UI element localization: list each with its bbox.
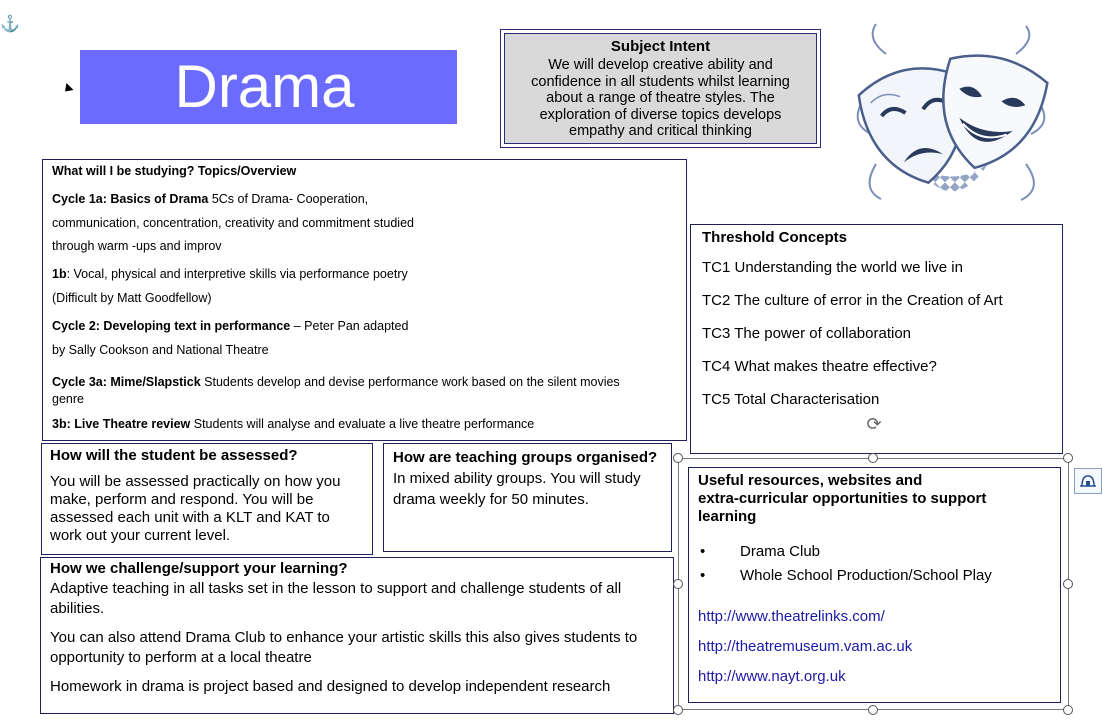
subject-intent-box	[500, 29, 821, 148]
study-overview-box	[42, 159, 687, 441]
groups-text: In mixed ability groups. You will study drama weekly for 50 minutes.	[393, 470, 641, 508]
cycle-3a	[52, 375, 620, 389]
cycle-1b-text: : Vocal, physical and interpretive skills via performance poetry	[66, 267, 408, 281]
resize-handle[interactable]	[1063, 453, 1073, 463]
cycle-3a-text: Students develop and devise performance work based on the silent movies	[200, 375, 620, 389]
threshold-item: TC4 What makes theatre effective?	[702, 358, 937, 375]
subject-intent-heading: Subject Intent	[610, 38, 711, 55]
challenge-paragraph: Homework in drama is project based and designed to develop independent research	[50, 678, 611, 695]
paragraph-marker-icon	[61, 83, 73, 95]
resource-link[interactable]: http://theatremuseum.vam.ac.uk	[698, 638, 913, 655]
resize-handle[interactable]	[673, 579, 683, 589]
layout-options-icon[interactable]	[1074, 468, 1102, 494]
resources-list-item: • Drama Club	[698, 540, 1051, 564]
cycle-1b-line2: (Difficult by Matt Goodfellow)	[52, 291, 212, 305]
resources-heading	[698, 472, 1051, 526]
challenge-support-box	[40, 557, 674, 714]
cycle-1a	[52, 192, 368, 206]
anchor-icon: ⚓	[0, 16, 20, 33]
cycle-2-text: – Peter Pan adapted	[290, 319, 409, 333]
resources-heading-line: learning	[698, 508, 757, 525]
intent-line: exploration of diverse topics develops	[539, 106, 782, 123]
resize-handle[interactable]	[673, 453, 683, 463]
cycle-1b	[52, 267, 408, 281]
resources-list	[698, 540, 1051, 588]
page-title: Drama	[174, 53, 355, 120]
threshold-heading: Threshold Concepts	[702, 229, 848, 246]
theatre-masks-icon	[846, 14, 1058, 226]
threshold-item: TC3 The power of collaboration	[702, 325, 912, 342]
subject-intent-text	[513, 57, 808, 140]
intent-line: We will develop creative ability and	[548, 57, 773, 73]
cycle-3a-title: Cycle 3a: Mime/Slapstick	[52, 375, 201, 389]
layout-options-glyph	[1079, 473, 1097, 489]
threshold-item: TC2 The culture of error in the Creation of Art	[702, 292, 1003, 309]
resources-heading-line: extra-curricular opportunities to support	[698, 490, 987, 507]
subject-intent-inner	[504, 33, 817, 144]
cycle-2-line2: by Sally Cookson and National Theatre	[52, 343, 269, 357]
resources-heading-line: Useful resources, websites and	[698, 472, 923, 489]
assessment-box	[41, 443, 373, 555]
assessment-heading: How will the student be assessed?	[50, 447, 298, 464]
assessment-text: You will be assessed practically on how you make, perform and respond. You will be assessed each unit with a KLT and KAT to work out your current level.	[50, 473, 341, 544]
study-heading: What will I be studying? Topics/Overview	[52, 164, 297, 178]
cycle-2-title: Cycle 2: Developing text in performance	[52, 319, 291, 333]
title-banner	[80, 50, 457, 124]
teaching-groups-box	[383, 443, 672, 552]
threshold-item: TC5 Total Characterisation	[702, 391, 880, 408]
challenge-heading: How we challenge/support your learning?	[50, 560, 348, 577]
cycle-3b-title: 3b: Live Theatre review	[52, 417, 191, 431]
resource-link[interactable]: http://www.nayt.org.uk	[698, 668, 846, 685]
cycle-3a-line2: genre	[52, 392, 84, 406]
resize-handle[interactable]	[1063, 705, 1073, 715]
intent-line: about a range of theatre styles. The	[546, 90, 775, 106]
cycle-3b-text: Students will analyse and evaluate a live theatre performance	[190, 417, 535, 431]
cycle-1a-line3: through warm -ups and improv	[52, 239, 222, 253]
challenge-paragraph: You can also attend Drama Club to enhance your artistic skills this also gives students to opportunity to perform at a local theatre	[50, 629, 638, 666]
threshold-item: TC1 Understanding the world we live in	[702, 259, 963, 276]
intent-line: confidence in all students whilst learning	[531, 73, 790, 90]
resource-link[interactable]: http://www.theatrelinks.com/	[698, 608, 885, 625]
resources-box[interactable]	[688, 467, 1061, 703]
intent-line: empathy and critical thinking	[569, 123, 752, 139]
groups-heading: How are teaching groups organised?	[393, 449, 658, 466]
resize-handle[interactable]	[1063, 579, 1073, 589]
cycle-2	[52, 319, 408, 333]
rotate-handle-icon[interactable]: ⟳	[866, 414, 882, 434]
cycle-1a-title: Cycle 1a: Basics of Drama	[52, 192, 209, 206]
cycle-3b	[52, 417, 534, 431]
cycle-1a-line2: communication, concentration, creativity and commitment studied	[52, 216, 414, 230]
challenge-paragraph: Adaptive teaching in all tasks set in the lesson to support and challenge students of all abilities.	[50, 580, 622, 617]
resize-handle[interactable]	[868, 705, 878, 715]
resize-handle[interactable]	[868, 453, 878, 463]
cycle-1b-title: 1b	[52, 267, 67, 281]
cycle-1a-text: 5Cs of Drama- Cooperation,	[208, 192, 369, 206]
resources-list-item: • Whole School Production/School Play	[698, 564, 1051, 588]
resize-handle[interactable]	[673, 705, 683, 715]
